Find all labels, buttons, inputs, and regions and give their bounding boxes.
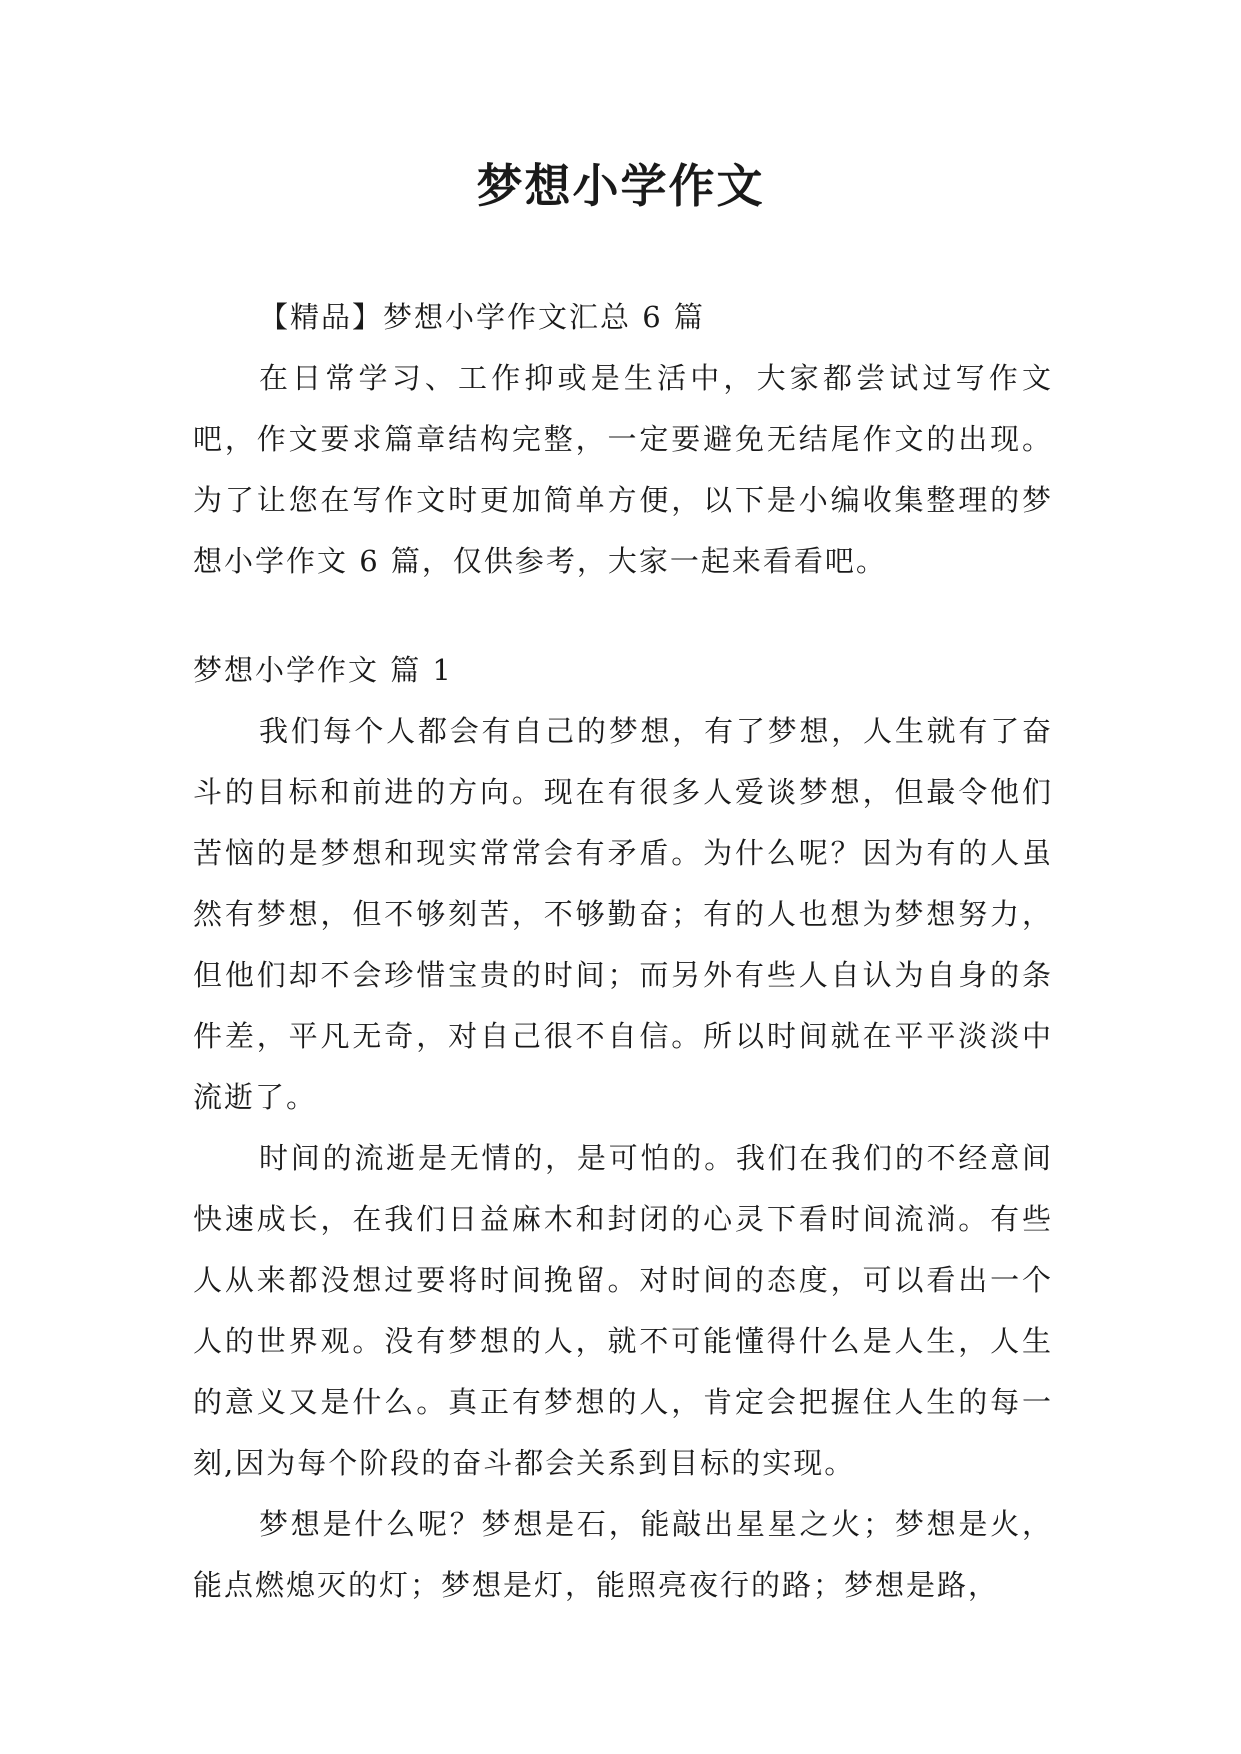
intro-paragraph: 在日常学习、工作抑或是生活中，大家都尝试过写作文吧，作文要求篇章结构完整，一定要避免无结尾作文的出现。为了让您在写作文时更加简单方便，以下是小编收集整理的梦想小学作文 6 篇，仅供参考，大家一起来看看吧。: [193, 361, 1053, 578]
document-subtitle: 【精品】梦想小学作文汇总 6 篇: [259, 300, 705, 334]
section-heading: 梦想小学作文 篇 1: [193, 653, 453, 687]
document-body: [193, 287, 1053, 1616]
document-title: 梦想小学作文: [476, 159, 765, 213]
body-paragraph-3: 梦想是什么呢？梦想是石，能敲出星星之火；梦想是火，能点燃熄灭的灯；梦想是灯，能照亮夜行的路；梦想是路，: [193, 1507, 1053, 1602]
body-paragraph-2: 时间的流逝是无情的，是可怕的。我们在我们的不经意间快速成长，在我们日益麻木和封闭的心灵下看时间流淌。有些人从来都没想过要将时间挽留。对时间的态度，可以看出一个人的世界观。没有梦想的人，就不可能懂得什么是人生，人生的意义又是什么。真正有梦想的人，肯定会把握住人生的每一刻,因为每个阶段的奋斗都会关系到目标的实现。: [193, 1141, 1053, 1480]
body-paragraph-1: 我们每个人都会有自己的梦想，有了梦想，人生就有了奋斗的目标和前进的方向。现在有很多人爱谈梦想，但最令他们苦恼的是梦想和现实常常会有矛盾。为什么呢？因为有的人虽然有梦想，但不够刻苦，不够勤奋；有的人也想为梦想努力，但他们却不会珍惜宝贵的时间；而另外有些人自认为自身的条件差，平凡无奇，对自己很不自信。所以时间就在平平淡淡中流逝了。: [193, 714, 1053, 1114]
